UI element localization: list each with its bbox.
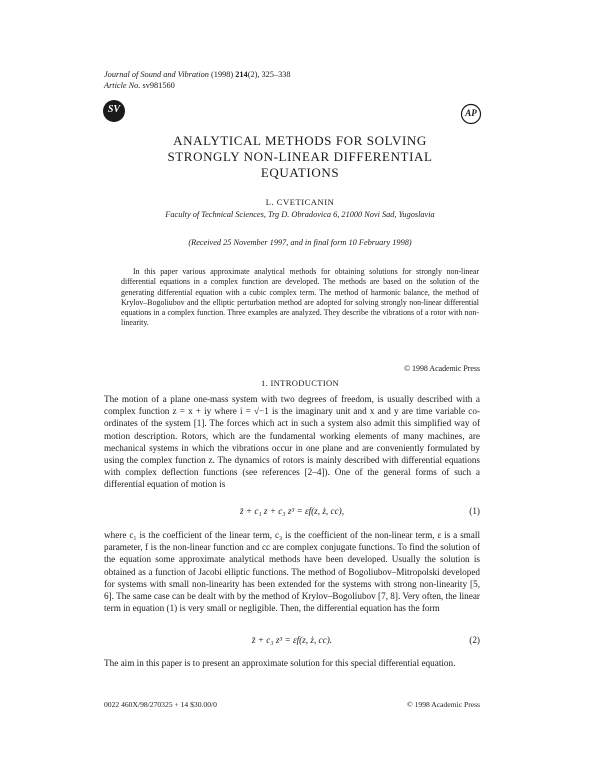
article-number: sv981560 [142,81,175,90]
section-heading-introduction: 1. INTRODUCTION [260,378,340,388]
equation-1-number: (1) [469,506,480,516]
sv-logo-text: SV [107,104,121,115]
body-paragraph-3: The aim in this paper is to present an approximate solution for this special differential equation. [104,658,456,668]
body-paragraph-2: where c₁ is the coefficient of the linear term, c₃ is the coefficient of the non-linear term, ε is a small parameter, f is the non-linear function and cc are complex conjugate functions. To find the solution of the equation some approximate analytical methods have been developed. Usually the solution is obtained as a function of Jacobi elliptic functions. The method of Bogoliubov–Mitropolski developed for systems with small non-linearity has been extended for the systems with strong non-linearity [5, 6]. The same case can be dealt with by the method of Krylov–Bogoliubov [7, 8]. Very often, the linear term in equation (1) is very small or negligible. Then, the differential equation has the form [104,530,480,614]
author-affiliation: Faculty of Technical Sciences, Trg D. Obradovica 6, 21000 Novi Sad, Yugoslavia [165,210,435,219]
abstract-copyright: © 1998 Academic Press [404,364,480,373]
equation-1 [104,506,480,519]
abstract-text: In this paper various approximate analytical methods for obtaining solutions for strongly non-linear differential equations in a complex function are developed. The methods are based on the solution of the generating differential equation with a cubic complex term. The method of harmonic balance, the method of Krylov–Bogoliubov and the elliptic perturbation method are adopted for solving strongly non-linear differential equations in a complex function. Three examples are analyzed. They describe the vibrations of a rotor with non-linearity. [121,267,479,328]
sv-logo [103,100,125,122]
journal-volume: 214 [235,70,248,79]
title-line-1: ANALYTICAL METHODS FOR SOLVING [173,133,427,148]
article-number-line [104,80,175,91]
journal-pages: (2), 325–338 [247,70,291,79]
ap-logo [460,103,482,125]
footer-issn-price: 0022 460X/98/270325 + 14 $30.00/0 [104,700,217,709]
equation-1-formula: z̈ + c₁ z + c₃ z³ = εf(z, ż, cc), [239,506,345,516]
article-label: Article No. [104,81,141,90]
paper-title [100,133,500,181]
title-line-3: EQUATIONS [260,165,340,180]
footer-copyright: © 1998 Academic Press [406,700,480,709]
journal-year: (1998) [211,70,234,79]
ap-logo-text: AP [465,108,477,118]
title-line-2: STRONGLY NON-LINEAR DIFFERENTIAL [167,149,433,164]
body-paragraph-1: The motion of a plane one-mass system with two degrees of freedom, is usually described with a complex function z = x + iy where i = √−1 is the imaginary unit and x and y are time variable co-ordinates of the system [1]. The forces which act in such a system also admit this simplified way of motion description. Rotors, which are the fundamental working elements of many machines, are mechanical systems in which the vibrations occur in one plane and are conveniently formulated by using the complex function z. The dynamics of rotors is mainly described with differential equations with complex deflection functions (see references [2–4]). One of the general forms of such a differential equation of motion is [104,394,480,490]
author-name: L. CVETICANIN [265,197,335,207]
equation-2-number: (2) [469,635,480,645]
journal-citation [104,69,291,80]
equation-2 [104,635,480,648]
journal-name: Journal of Sound and Vibration [104,70,209,79]
equation-2-formula: z̈ + c₃ z³ = εf(z, ż, cc). [251,635,333,645]
received-dates: (Received 25 November 1997, and in final form 10 February 1998) [188,238,412,247]
